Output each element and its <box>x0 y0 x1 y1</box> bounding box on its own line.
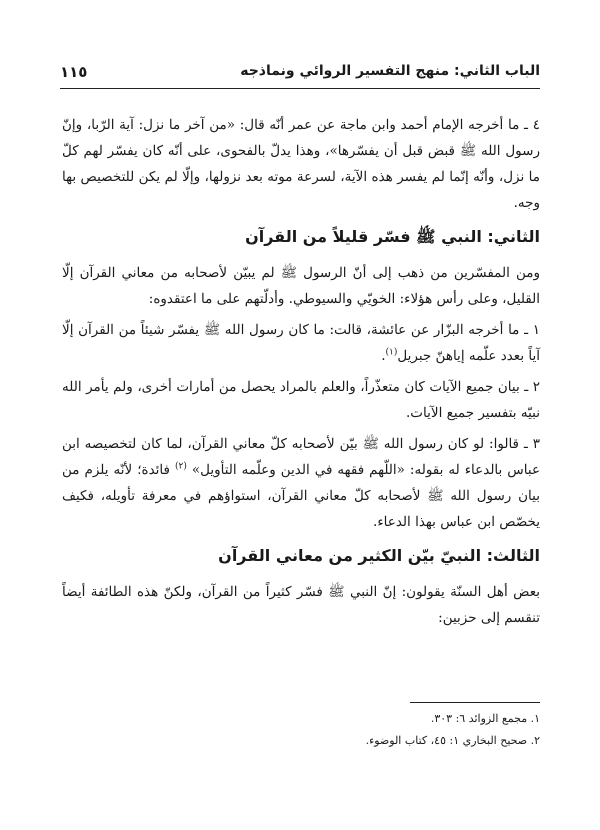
point-3-text: ٣ ـ قالوا: لو كان رسول الله ﷺ بيّن لأصحابه كلّ معاني القرآن، لما كان لتخصيصه ابن عباس بالدعاء له بقوله: «اللّهم فقهه في الدين وعلّمه التأويل» <box>62 436 541 478</box>
footnotes <box>60 708 540 752</box>
paragraph-point-1 <box>62 317 540 369</box>
running-header <box>60 60 540 89</box>
point-3-continuation: فائدة؛ لأنّه يلزم من بيان رسول الله ﷺ لأصحابه كلّ معاني القرآن، استواؤهم في معرفة تأويله، فكيف يخصّص ابن عباس بهذا الدعاء. <box>62 462 540 530</box>
point-1-end: . <box>381 348 386 364</box>
footnote-divider <box>410 702 540 703</box>
paragraph-point-2: ٢ ـ بيان جميع الآيات كان متعذّراً، والعلم بالمراد يحصل من أمارات أخرى، ولم يأمر الله نبيّه بتفسير جميع الآيات. <box>62 379 540 421</box>
page-number: ١١٥ <box>60 63 88 81</box>
section-heading-second-view: الثاني: النبي ﷺ فسّر قليلاً من القرآن <box>245 227 540 246</box>
section-heading-third-view: الثالث: النبيّ بيّن الكثير من معاني القرآن <box>218 546 540 565</box>
paragraph-point-3 <box>62 431 540 535</box>
paragraph-point-4: ٤ ـ ما أخرجه الإمام أحمد وابن ماجة عن عمر أنّه قال: «من آخر ما نزل: آية الرّبا، وإنّ رسول الله ﷺ قبض قبل أن يفسّرها»، وهذا يدلّ بالفحوى، على أنّه كان يفسّر لهم كلّ ما نزل، وأنّه إنّما لم يفسر هذه الآية، لسرعة موته بعد نزولها، وإلّا لم يكن للتخصيص بها وجه. <box>62 117 540 211</box>
footnote-ref-1[interactable]: (١) <box>385 347 398 358</box>
point-1-text: ١ ـ ما أخرجه البزّار عن عائشة، قالت: ما كان رسول الله ﷺ يفسّر شيئاً من القرآن إلّا آياً بعدد علّمه إياهنّ جبريل <box>62 322 540 364</box>
paragraph-intro-second-view: ومن المفسّرين من ذهب إلى أنّ الرسول ﷺ لم يبيّن لأصحابه من معاني القرآن إلّا القليل، وعلى رأس هؤلاء: الخويّي والسيوطي. وأدلّتهم على ما اعتقدوه: <box>62 265 540 307</box>
chapter-title: الباب الثاني: منهج التفسير الروائي ونماذجه <box>240 63 540 79</box>
footnote-1: ١. مجمع الزوائد ٦: ٣٠٣. <box>430 712 540 725</box>
footnote-ref-2[interactable]: (٢) <box>174 461 187 472</box>
body-text <box>62 112 540 636</box>
paragraph-intro-third-view: بعض أهل السنّة يقولون: إنّ النبي ﷺ فسّر كثيراً من القرآن، ولكنّ هذه الطائفة أيضاً تنقسم إلى حزبين: <box>62 584 540 626</box>
footnote-2: ٢. صحيح البخاري ١: ٤٥، كتاب الوضوء. <box>365 734 540 747</box>
